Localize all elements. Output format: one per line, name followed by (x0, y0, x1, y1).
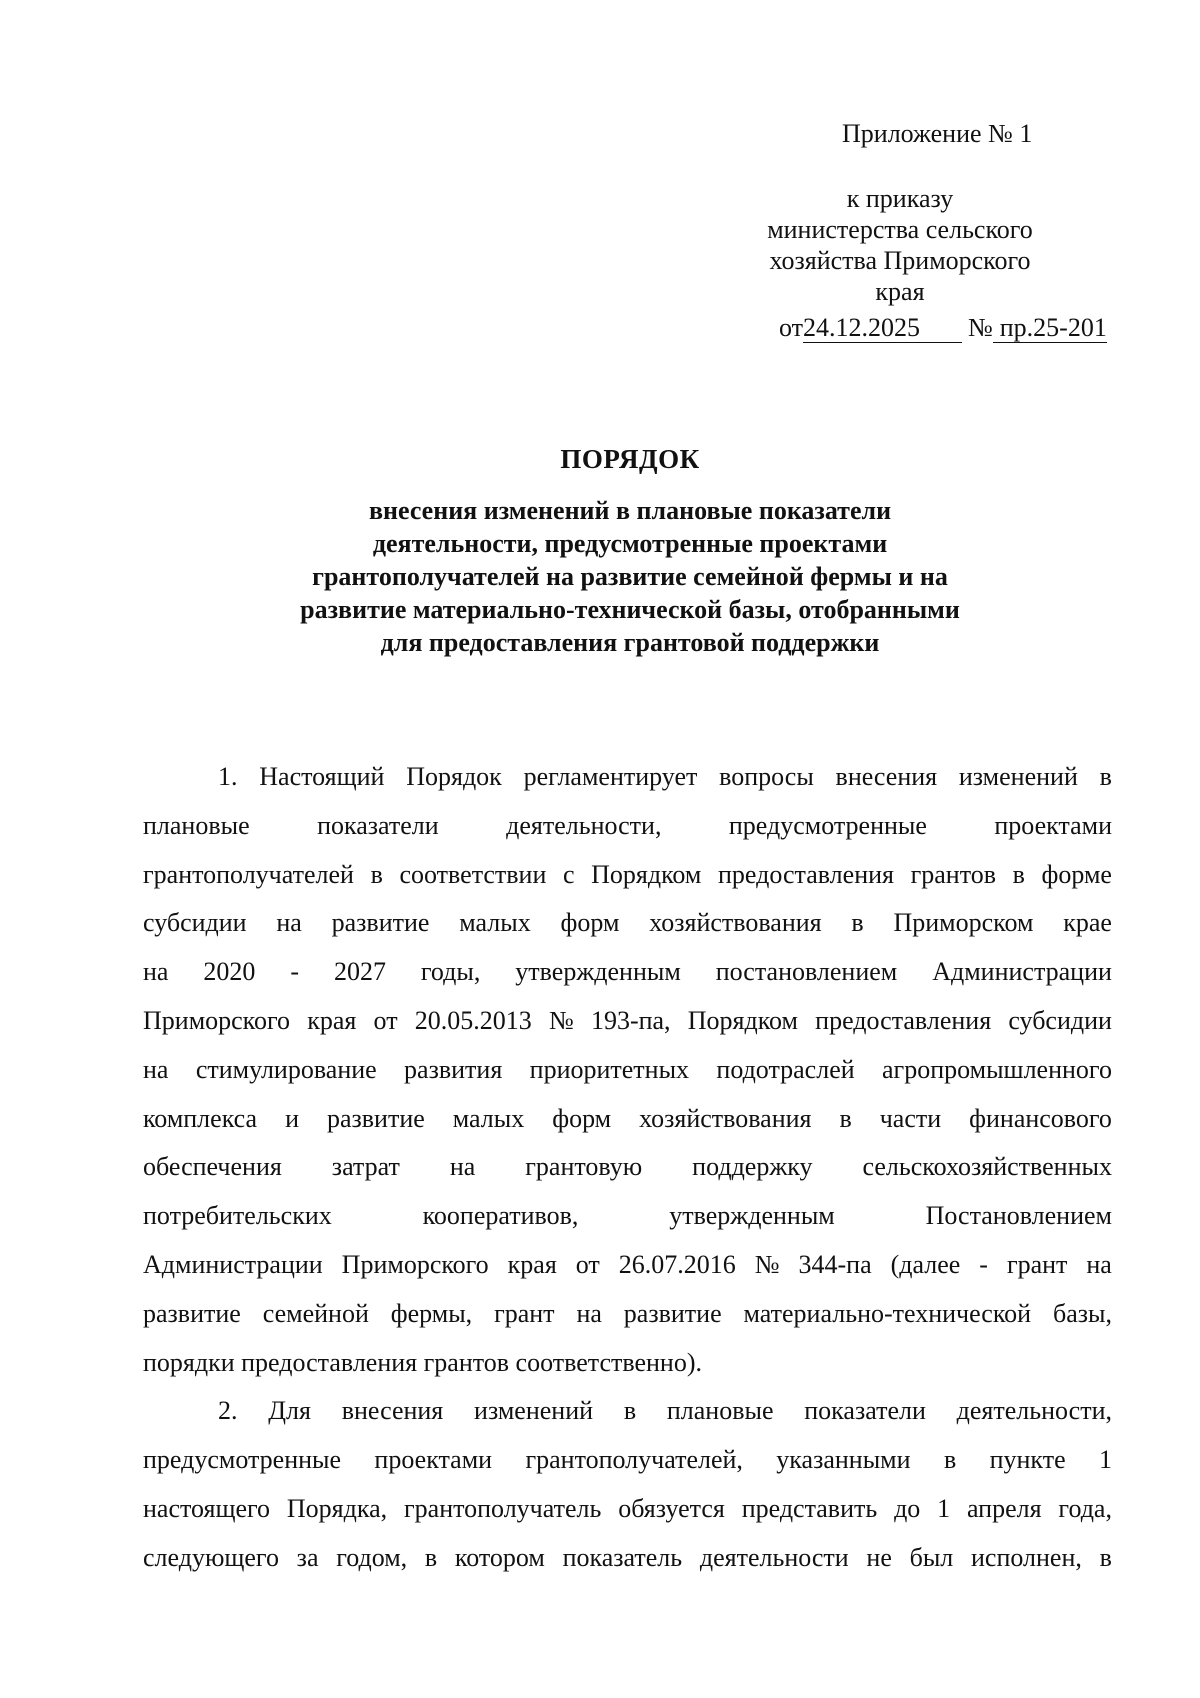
body-text-line: субсидии на развитие малых форм хозяйствования в Приморском крае (143, 908, 1112, 938)
body-text-line: грантополучателей в соответствии с Порядком предоставления грантов в форме (143, 859, 1112, 889)
subtitle-line: развитие материально-технической базы, отобранными (300, 595, 960, 624)
order-reference-line: края (875, 277, 925, 306)
body-text-line: следующего за годом, в котором показатель деятельности не был исполнен, в (143, 1542, 1112, 1572)
body-text-line: 1. Настоящий Порядок регламентирует вопросы внесения изменений в (218, 762, 1112, 791)
body-text-line: на 2020 - 2027 годы, утвержденным постановлением Администрации (143, 957, 1112, 987)
date-prefix: от (779, 313, 804, 342)
document-subtitle (230, 494, 1030, 659)
body-text-line: предусмотренные проектами грантополучателей, указанными в пункте 1 (143, 1445, 1112, 1475)
order-reference-block (700, 183, 1100, 307)
body-text-line: настоящего Порядка, грантополучатель обязуется представить до 1 апреля года, (143, 1493, 1112, 1523)
order-number-field: пр.25-201 (993, 313, 1107, 343)
body-text-line: потребительских кооперативов, утвержденным Постановлением (143, 1201, 1112, 1231)
subtitle-line: деятельности, предусмотренные проектами (372, 529, 888, 558)
subtitle-line: внесения изменений в плановые показатели (368, 496, 892, 525)
body-text-line: плановые показатели деятельности, предусмотренные проектами (143, 810, 1112, 840)
body-text-line: порядки предоставления грантов соответственно). (143, 1347, 702, 1377)
subtitle-line: грантополучателей на развитие семейной фермы и на (312, 562, 948, 591)
body-text-line: Администрации Приморского края от 26.07.2016 № 344-па (далее - грант на (143, 1249, 1112, 1279)
order-reference-line: к приказу (846, 184, 954, 213)
subtitle-line: для предоставления грантовой поддержки (380, 628, 880, 657)
document-body (143, 753, 1112, 1583)
number-sign: № (968, 313, 993, 342)
body-text-line: Приморского края от 20.05.2013 № 193-па, Порядком предоставления субсидии (143, 1005, 1112, 1035)
order-reference-line: хозяйства Приморского (769, 246, 1031, 275)
body-text-line: 2. Для внесения изменений в плановые показатели деятельности, (218, 1396, 1112, 1426)
body-text-line: развитие семейной фермы, грант на развитие материально-технической базы, (143, 1298, 1112, 1328)
order-reference-line: министерства сельского (767, 215, 1033, 244)
order-date-field: 24.12.2025 (803, 313, 962, 343)
appendix-title: Приложение № 1 (842, 119, 1033, 148)
body-text-line: обеспечения затрат на грантовую поддержку сельскохозяйственных (143, 1152, 1112, 1182)
body-text-line: комплекса и развитие малых форм хозяйствования в части финансового (143, 1103, 1112, 1133)
order-date-number (779, 312, 1107, 344)
document-title: ПОРЯДОК (560, 444, 700, 474)
paragraph-1 (143, 753, 1112, 1387)
body-text-line: на стимулирование развития приоритетных подотраслей агропромышленного (143, 1054, 1112, 1084)
paragraph-2 (143, 1387, 1112, 1582)
